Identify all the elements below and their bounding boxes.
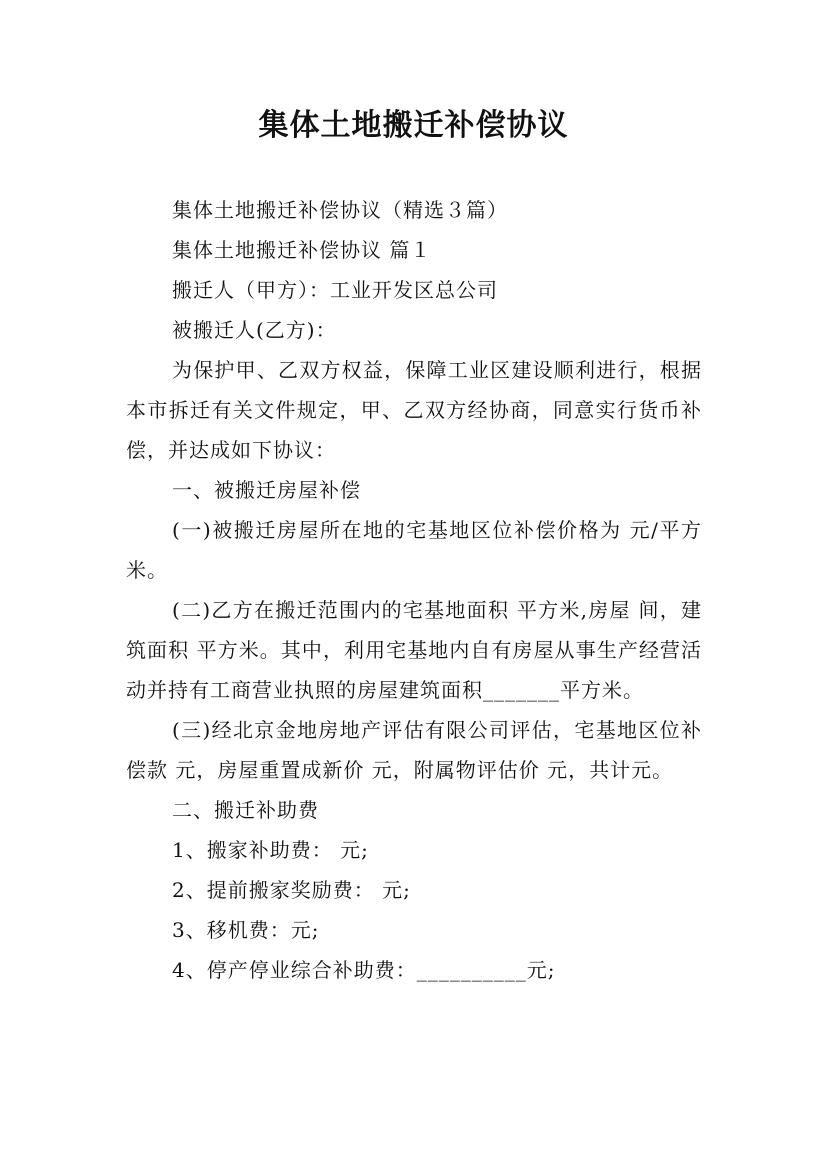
paragraph-clause-2: (二)乙方在搬迁范围内的宅基地面积 平方米,房屋 间，建筑面积 平方米。其中，利用宅基地内自有房屋从事生产经营活动并持有工商营业执照的房屋建筑面积_______平方米。 xyxy=(126,598,702,702)
paragraph-subtitle: 集体土地搬迁补偿协议（精选３篇） xyxy=(172,198,508,222)
paragraph-subsidy-1: 1、搬家补助费： 元; xyxy=(172,838,369,862)
paragraph-subsidy-4: 4、停产停业综合补助费：__________元; xyxy=(172,958,556,982)
paragraph-party-a: 搬迁人（甲方）：工业开发区总公司 xyxy=(172,278,498,302)
document-title: 集体土地搬迁补偿协议 xyxy=(258,108,569,143)
paragraph-heading-subsidy: 二、搬迁补助费 xyxy=(172,798,319,822)
paragraph-clause-3: (三)经北京金地房地产评估有限公司评估，宅基地区位补偿款 元，房屋重置成新价 元，附属物评估价 元，共计元。 xyxy=(126,718,702,782)
paragraph-subsidy-2: 2、提前搬家奖励费： 元; xyxy=(172,878,411,902)
paragraph-section-heading: 集体土地搬迁补偿协议 篇１ xyxy=(172,238,432,262)
paragraph-heading-house-compensation: 一、被搬迁房屋补偿 xyxy=(172,478,361,502)
paragraph-party-b: 被搬迁人(乙方)： xyxy=(172,318,337,342)
paragraph-subsidy-3: 3、移机费：元; xyxy=(172,918,320,942)
document-body xyxy=(126,190,702,990)
paragraph-preamble: 为保护甲、乙双方权益，保障工业区建设顺利进行，根据本市拆迁有关文件规定，甲、乙双方经协商，同意实行货币补偿，并达成如下协议： xyxy=(126,358,702,462)
paragraph-clause-1: (一)被搬迁房屋所在地的宅基地区位补偿价格为 元/平方米。 xyxy=(126,518,702,582)
